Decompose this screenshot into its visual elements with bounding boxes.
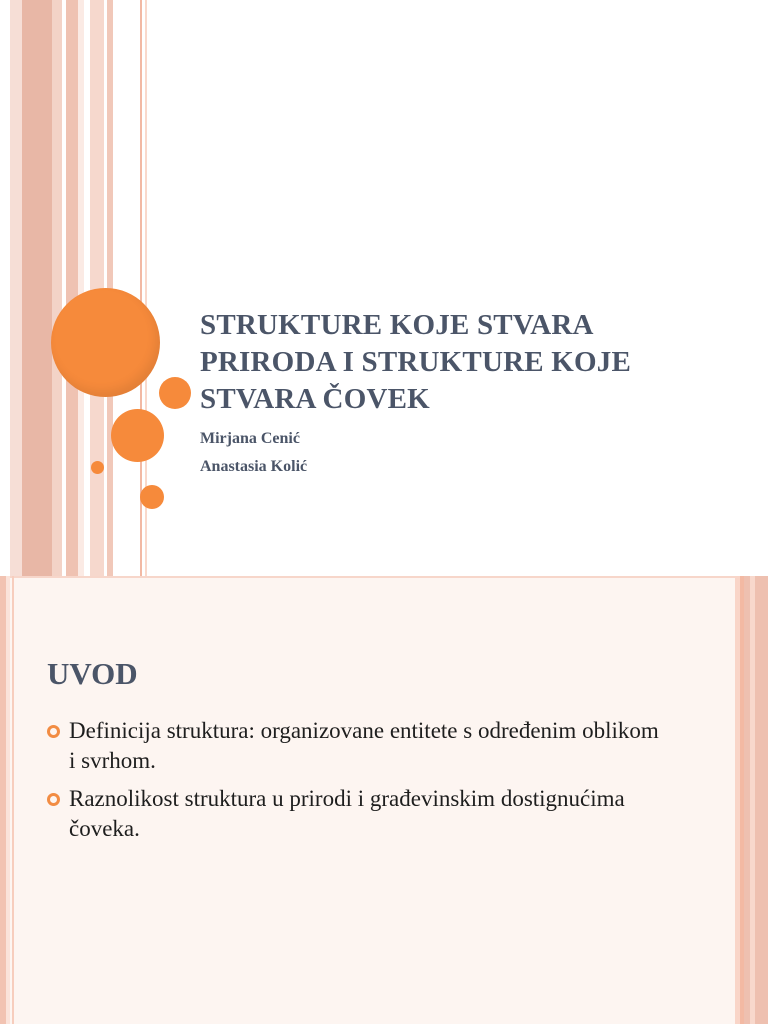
bullet-text: Raznolikost struktura u prirodi i građevinskim dostignućima čoveka. bbox=[69, 786, 625, 841]
decorative-stripe bbox=[22, 0, 52, 576]
author-name: Anastasia Kolić bbox=[200, 458, 308, 475]
decorative-circle-medium bbox=[111, 409, 164, 462]
bullet-text: Definicija struktura: organizovane entitete s određenim oblikom i svrhom. bbox=[69, 718, 659, 773]
slide-title: STRUKTURE KOJE STVARA PRIRODA I STRUKTURE KOJE STVARA ČOVEK bbox=[200, 309, 632, 415]
decorative-circle-large bbox=[51, 288, 160, 397]
decorative-stripe bbox=[744, 576, 768, 1024]
decorative-stripe bbox=[12, 576, 14, 1024]
decorative-stripe bbox=[52, 0, 62, 576]
circle-outline-icon bbox=[47, 793, 60, 806]
decorative-stripe bbox=[750, 576, 755, 1024]
slide-heading: UVOD bbox=[47, 656, 138, 691]
decorative-stripe bbox=[78, 0, 84, 576]
circle-outline-icon bbox=[47, 725, 60, 738]
slide-divider bbox=[0, 576, 768, 578]
decorative-stripe bbox=[10, 0, 22, 576]
decorative-stripe bbox=[740, 576, 744, 1024]
decorative-stripe bbox=[66, 0, 78, 576]
decorative-stripe bbox=[6, 576, 10, 1024]
bullet-item bbox=[47, 784, 667, 844]
author-name: Mirjana Cenić bbox=[200, 430, 300, 447]
intro-slide bbox=[0, 576, 768, 1024]
bullet-item bbox=[47, 716, 667, 776]
bullet-list bbox=[47, 716, 667, 852]
decorative-circle-small bbox=[159, 377, 191, 409]
decorative-circle-tiny bbox=[91, 461, 104, 474]
decorative-circle-small bbox=[140, 485, 164, 509]
